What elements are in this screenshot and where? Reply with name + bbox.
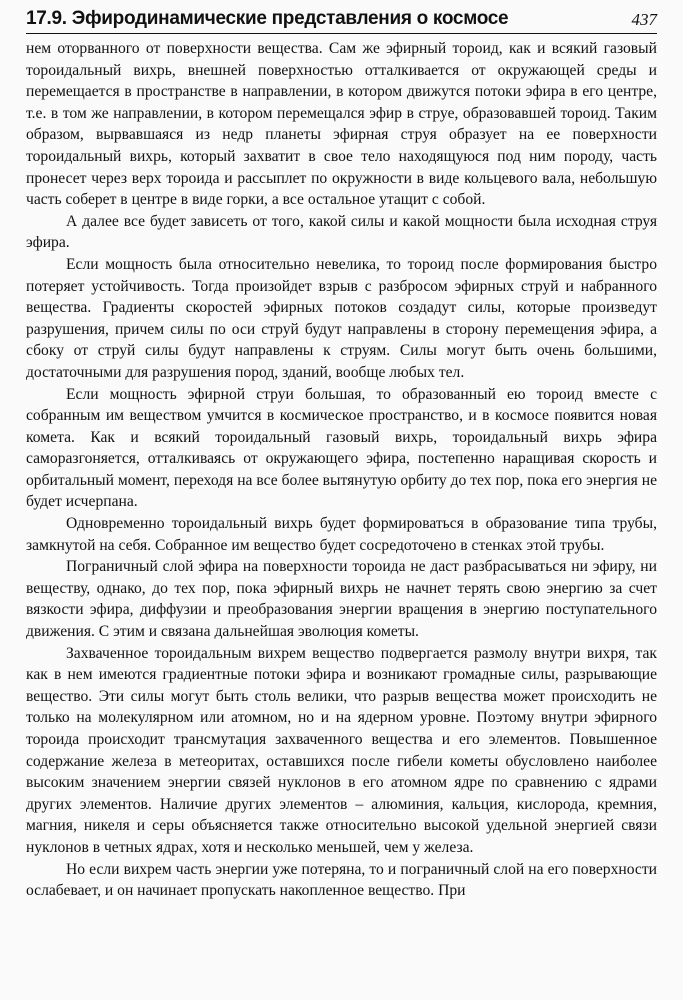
- running-header: [26, 8, 657, 34]
- paragraph: Захваченное тороидальным вихрем вещество подвергается размолу внутри вихря, так как в нем имеются градиентные потоки эфира и возникают громадные силы, разрывающие вещество. Эти силы могут быть столь велики, что разрыв вещества может происходить не только на молекулярном или атомном, но и на ядерном уровне. Поэтому внутри эфирного тороида происходит трансмутация захваченного вещества и его элементов. Повышенное содержание железа в метеоритах, оставшихся после гибели кометы обусловлено наиболее высоким значением энергии связей нуклонов в его атомном ядре по сравнению с ядрами других элементов. Наличие других элементов – алюминия, кальция, кислорода, кремния, магния, никеля и серы объясняется также относительно высокой удельной энергией связи нуклонов в четных ядрах, хотя и несколько меньшей, чем у железа.: [26, 644, 657, 856]
- body-text: [26, 38, 657, 902]
- section-title: 17.9. Эфиродинамические представления о космосе: [26, 8, 509, 29]
- paragraph: Пограничный слой эфира на поверхности тороида не даст разбрасываться ни эфиру, ни веществу, однако, до тех пор, пока эфирный вихрь не начнет терять свою энергию за счет вязкости эфира, диффузии и преобразования энергии вращения в энергию поступательного движения. С этим и связана дальнейшая эволюция кометы.: [26, 558, 657, 641]
- page-number: 437: [631, 10, 657, 29]
- paragraph: Одновременно тороидальный вихрь будет формироваться в образование типа трубы, замкнутой на себя. Собранное им вещество будет сосредоточено в стенках этой трубы.: [26, 515, 657, 554]
- paragraph: Но если вихрем часть энергии уже потеряна, то и пограничный слой на его поверхности ослабевает, и он начинает пропускать накопленное вещество. При: [26, 860, 657, 900]
- paragraph: Если мощность была относительно невелика, то тороид после формирования быстро потеряет устойчивость. Тогда произойдет взрыв с разбросом эфирных струй и набранного вещества. Градиенты скоростей эфирных потоков создадут силы, которые произведут разрушения, причем силы по оси струй будут направлены в сторону перемещения эфира, а сбоку от струй силы будут направлены к струям. Силы могут быть очень большими, достаточными для разрушения пород, зданий, вообще любых тел.: [26, 255, 657, 381]
- paragraph: А далее все будет зависеть от того, какой силы и какой мощности была исходная струя эфира.: [26, 212, 657, 252]
- paragraph: Если мощность эфирной струи большая, то образованный ею тороид вместе с собранным им веществом умчится в космическое пространство, и в космосе появится новая комета. Как и всякий тороидальный газовый вихрь, тороидальный вихрь эфира саморазгоняется, отталкиваясь от окружающего эфира, постепенно наращивая скорость и орбитальный момент, переходя на все более вытянутую орбиту до тех пор, пока его энергия не будет исчерпана.: [26, 385, 657, 511]
- paragraph: нем оторванного от поверхности вещества. Сам же эфирный тороид, как и всякий газовый тороидальный вихрь, внешней поверхностью отталкивается от окружающей среды и перемещается в пространстве в направлении, в котором движутся потоки эфира в его центре, т.е. в том же направлении, в котором перемещался эфир в струе, образовавшей тороид. Таким образом, вырвавшаяся из недр планеты эфирная струя образует на ее поверхности тороидальный вихрь, который захватит в свое тело находящуюся под ним породу, часть пронесет через верх тороида и рассыплет по окружности в виде кольцевого вала, небольшую часть соберет в центре в виде горки, а все остальное утащит с собой.: [26, 40, 657, 209]
